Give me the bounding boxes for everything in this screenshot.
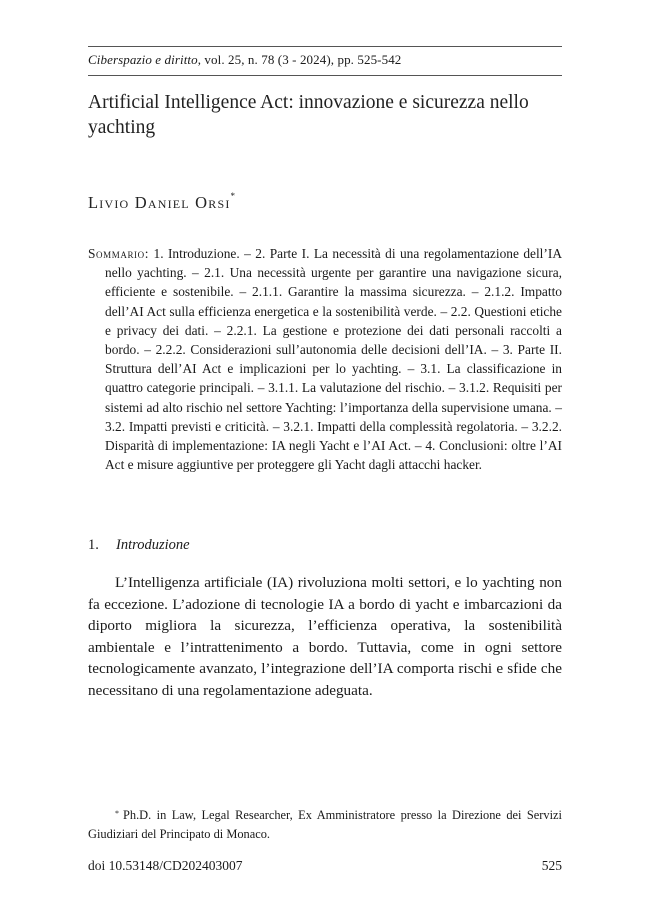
journal-name: Ciberspazio e diritto [88,52,198,67]
author-line [88,193,235,213]
page-number: 525 [541,858,562,873]
body-paragraph: L’Intelligenza artificiale (IA) rivoluziona molti settori, e lo yachting non fa eccezione. L’adozione di tecnologie IA a bordo di yacht e imbarcazioni da diporto migliora la sicurezza, l’efficienza operativa, la sostenibilità ambientale e l’intrattenimento a bordo. Tuttavia, come in ogni settore tecnologicamente avanzato, l’integrazione dell’IA comporta rischi e sfide che necessitano di una regolamentazione adeguata. [88,574,562,699]
table-of-contents-summary [88,244,562,474]
article-title: Artificial Intelligence Act: innovazione e sicurezza nello yachting [88,92,529,138]
author-name: Livio Daniel Orsi [88,193,231,212]
section-heading [88,537,190,554]
doi: doi 10.53148/CD202403007 [88,858,243,873]
journal-details: , vol. 25, n. 78 (3 - 2024), pp. 525-542 [197,52,402,67]
footnote [88,806,562,843]
summary-label: Sommario: [88,246,150,261]
journal-citation [88,52,562,68]
author-footnote-mark: * [230,191,236,201]
footnote-mark: * [115,809,119,818]
section-number: 1. [88,537,99,553]
summary-text: 1. Introduzione. – 2. Parte I. La necessità di una regolamentazione dell’IA nello yachting. – 2.1. Una necessità urgente per garantire una navigazione sicura, efficiente e sostenibile. – 2.1.1. Garantire la massima sicurezza. – 2.1.2. Impatto dell’AI Act sulla efficienza energetica e la sostenibilità verde. – 2.2. Questioni etiche e privacy dei dati. – 2.2.1. La gestione e protezione dei dati personali raccolti a bordo. – 2.2.2. Considerazioni sull’autonomia delle decisioni dell’IA. – 3. Parte II. Struttura dell’AI Act e implicazioni per lo yachting. – 3.1. La classificazione in quattro categorie principali. – 3.1.1. La valutazione del rischio. – 3.1.2. Requisiti per sistemi ad alto rischio nel settore Yachting: l’importanza della supervisione umana. – 3.2. Impatti previsti e criticità. – 3.2.1. Impatti della complessità regolatoria. – 3.2.2. Disparità di implementazione: IA negli Yacht e l’AI Act. – 4. Conclusioni: oltre l’AI Act e misure aggiuntive per proteggere gli Yacht dagli attacchi hacker. [105,246,562,473]
section-title: Introduzione [116,537,190,553]
header-top-rule [88,46,562,47]
header-bottom-rule [88,75,562,76]
footnote-text: Ph.D. in Law, Legal Researcher, Ex Amministratore presso la Direzione dei Servizi Giudiziari del Principato di Monaco. [88,808,562,841]
